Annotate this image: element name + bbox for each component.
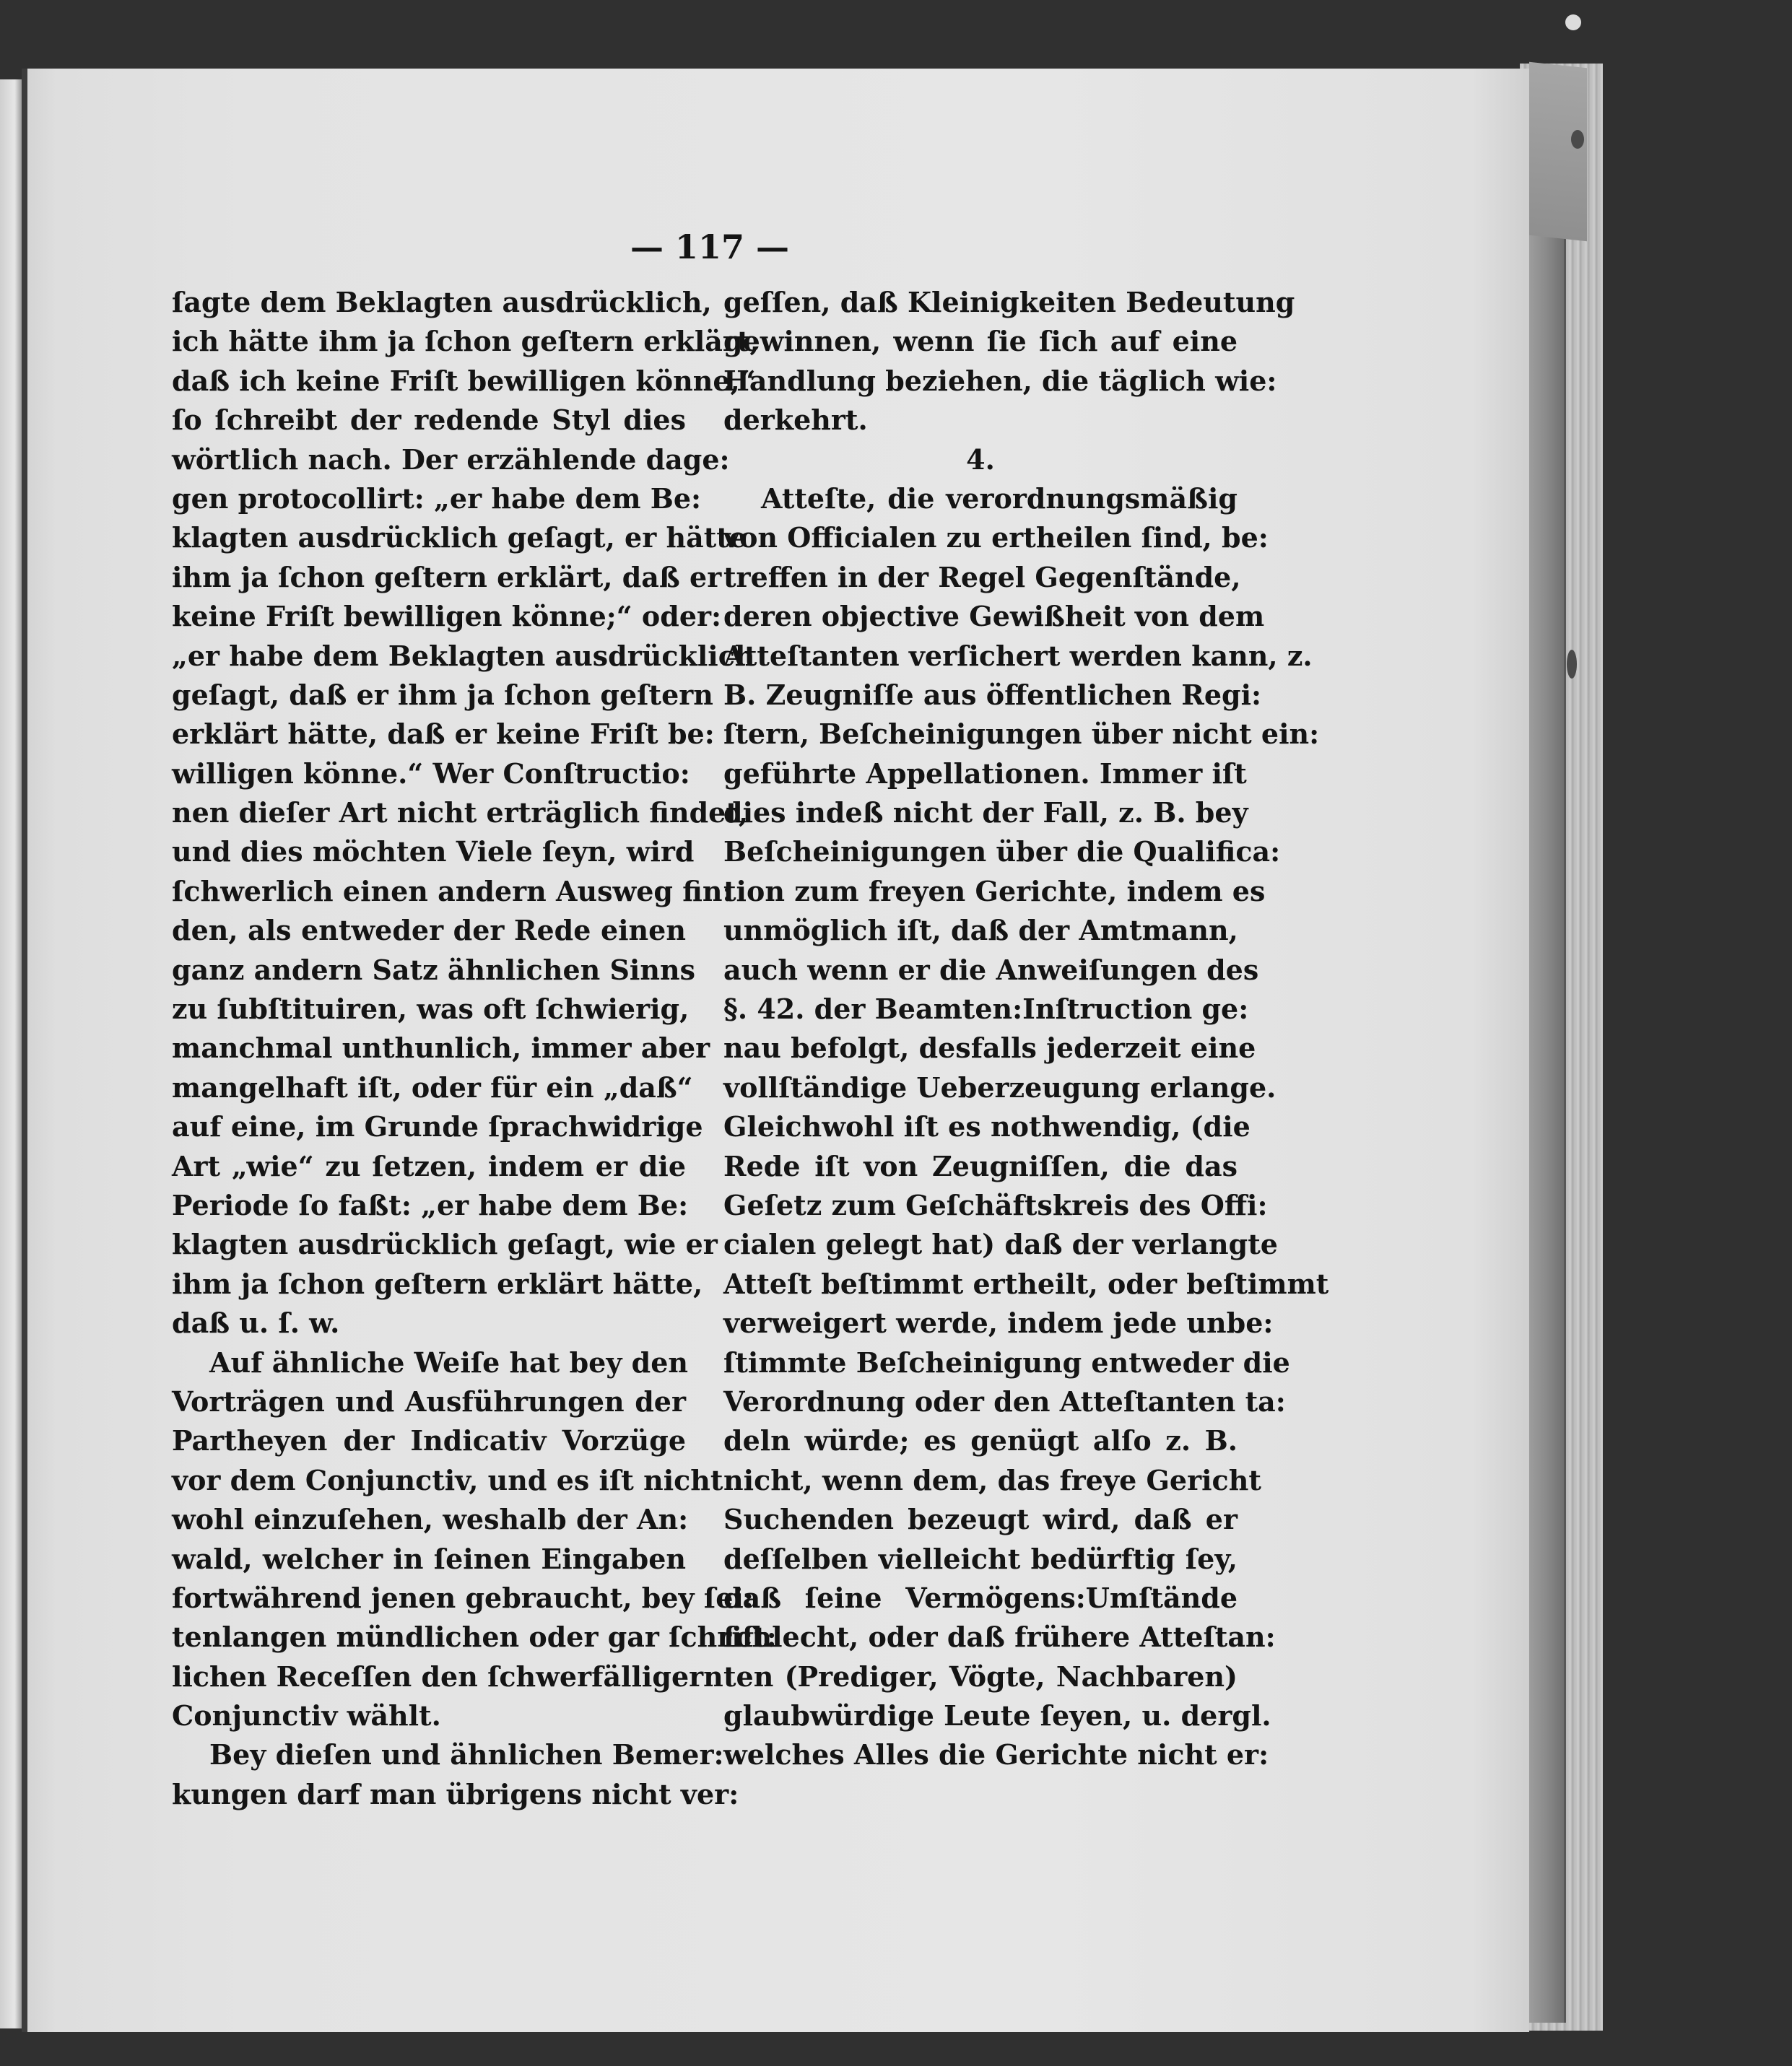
text-line: glaubwürdige Leute ſeyen, u. dergl.	[723, 1699, 1271, 1732]
text-line: gewinnen, wenn ſie ſich auf eine	[723, 325, 1238, 358]
text-line: deren objective Gewißheit von dem	[723, 600, 1265, 633]
text-line: nen dieſer Art nicht erträglich findet,	[172, 796, 749, 829]
text-line: Gleichwohl iſt es nothwendig, (die	[723, 1110, 1251, 1143]
text-line: geſagt, daß er ihm ja ſchon geſtern	[172, 678, 713, 711]
text-line: willigen könne.“ Wer Conſtructio:	[172, 757, 690, 790]
text-line: ſchwerlich einen andern Ausweg fin:	[172, 874, 733, 907]
text-line: ganz andern Satz ähnlichen Sinns	[172, 953, 696, 986]
text-line: Geſetz zum Geſchäftskreis des Offi:	[723, 1188, 1268, 1221]
text-line: §. 42. der Beamten:Inſtruction ge:	[723, 993, 1249, 1026]
text-line: Periode ſo faßt: „er habe dem Be:	[172, 1188, 689, 1221]
text-line: kungen darf man übrigens nicht ver:	[172, 1777, 739, 1810]
section-number: 4.	[966, 443, 995, 476]
left-page-edge	[0, 79, 25, 2028]
text-line: Conjunctiv wählt.	[172, 1699, 441, 1732]
text-line: Beſcheinigungen über die Qualifica:	[723, 835, 1281, 868]
text-line: „er habe dem Beklagten ausdrücklich	[172, 639, 755, 672]
text-line: klagten ausdrücklich geſagt, er hätte	[172, 521, 747, 554]
book-cover-edge	[1529, 66, 1566, 2023]
text-line: ſchlecht, oder daß frühere Atteſtan:	[723, 1621, 1276, 1654]
text-line: mangelhaft iſt, oder für ein „daß“	[172, 1071, 693, 1104]
text-line: vollſtändige Ueberzeugung erlange.	[723, 1071, 1276, 1104]
text-line: deln würde; es genügt alſo z. B.	[723, 1424, 1238, 1457]
text-line: welches Alles die Gerichte nicht er:	[723, 1738, 1269, 1771]
text-line: geführte Appellationen. Immer iſt	[723, 757, 1247, 790]
text-line: auf eine, im Grunde ſprachwidrige	[172, 1110, 703, 1143]
text-line: von Officialen zu ertheilen ſind, be:	[723, 521, 1269, 554]
text-line: auch wenn er die Anweiſungen des	[723, 953, 1259, 986]
text-line: daß u. ſ. w.	[172, 1307, 340, 1340]
text-line: geſſen, daß Kleinigkeiten Bedeutung	[723, 286, 1295, 318]
text-line: Suchenden bezeugt wird, daß er	[723, 1503, 1238, 1536]
text-line: verweigert werde, indem jede unbe:	[723, 1307, 1274, 1340]
text-line: erklärt hätte, daß er keine Friſt be:	[172, 718, 715, 751]
text-line: ich hätte ihm ja ſchon geſtern erklärt,	[172, 325, 760, 358]
text-line: den, als entweder der Rede einen	[172, 914, 686, 947]
cover-wear-mark	[1567, 650, 1577, 679]
text-line: und dies möchten Viele ſeyn, wird	[172, 835, 695, 868]
text-line: daß ſeine Vermögens:Umſtände	[723, 1581, 1238, 1614]
cover-wear-mark	[1565, 14, 1581, 30]
text-line: Rede iſt von Zeugniſſen, die das	[723, 1149, 1238, 1182]
text-line: gen protocollirt: „er habe dem Be:	[172, 481, 702, 515]
text-line: tenlangen mündlichen oder gar ſchrift:	[172, 1621, 777, 1654]
text-line: Vorträgen und Ausführungen der	[172, 1385, 686, 1418]
left-text-column	[172, 283, 777, 1814]
text-line: tion zum freyen Gerichte, indem es	[723, 874, 1266, 907]
right-text-column	[723, 283, 1329, 1775]
text-line: zu ſubſtituiren, was oft ſchwierig,	[172, 993, 690, 1026]
text-line: B. Zeugniſſe aus öffentlichen Regi:	[723, 678, 1262, 711]
text-line: treffen in der Regel Gegenſtände,	[723, 560, 1241, 593]
text-line: Atteſt beſtimmt ertheilt, oder beſtimmt	[723, 1267, 1329, 1300]
page-number-header: — 117 —	[630, 227, 790, 266]
book-cover-corner	[1529, 62, 1587, 241]
text-line: ihm ja ſchon geſtern erklärt, daß er	[172, 560, 722, 593]
text-line: ſtern, Beſcheinigungen über nicht ein:	[723, 718, 1320, 751]
text-line: ihm ja ſchon geſtern erklärt hätte,	[172, 1267, 703, 1300]
text-line: Art „wie“ zu ſetzen, indem er die	[172, 1149, 686, 1182]
text-line: Handlung beziehen, die täglich wie:	[723, 364, 1277, 397]
text-line: fortwährend jenen gebraucht, bey ſei:	[172, 1581, 754, 1614]
cover-wear-mark	[1571, 130, 1584, 149]
text-line: daß ich keine Friſt bewilligen könne,“	[172, 364, 756, 397]
text-line: lichen Receſſen den ſchwerfälligern	[172, 1660, 723, 1693]
text-line: nau befolgt, desfalls jederzeit eine	[723, 1032, 1256, 1065]
text-line: nicht, wenn dem, das freye Gericht	[723, 1463, 1261, 1496]
text-line: Partheyen der Indicativ Vorzüge	[172, 1424, 686, 1457]
text-line: ſtimmte Beſcheinigung entweder die	[723, 1346, 1290, 1379]
text-line: unmöglich iſt, daß der Amtmann,	[723, 914, 1238, 947]
text-line: ſo ſchreibt der redende Styl dies	[172, 404, 686, 437]
text-line: cialen gelegt hat) daß der verlangte	[723, 1228, 1278, 1261]
text-line: wörtlich nach. Der erzählende dage:	[172, 443, 730, 476]
text-line: dies indeß nicht der Fall, z. B. bey	[723, 796, 1248, 829]
text-line: wohl einzuſehen, weshalb der An:	[172, 1503, 689, 1536]
text-line: vor dem Conjunctiv, und es iſt nicht	[172, 1463, 723, 1496]
text-line: deſſelben vielleicht bedürftig ſey,	[723, 1542, 1238, 1575]
text-line: Atteſtanten verſichert werden kann, z.	[723, 639, 1313, 672]
text-line: Bey dieſen und ähnlichen Bemer:	[209, 1738, 724, 1771]
text-line: Verordnung oder den Atteſtanten ta:	[723, 1385, 1286, 1418]
text-line: ſagte dem Beklagten ausdrücklich,	[172, 286, 712, 318]
text-line: wald, welcher in ſeinen Eingaben	[172, 1542, 686, 1575]
text-line: ten (Prediger, Vögte, Nachbaren)	[723, 1660, 1238, 1693]
text-line: keine Friſt bewilligen könne;“ oder:	[172, 600, 722, 633]
text-line: klagten ausdrücklich geſagt, wie er	[172, 1228, 718, 1261]
text-line: derkehrt.	[723, 404, 868, 437]
text-line: Atteſte, die verordnungsmäßig	[761, 481, 1238, 515]
text-line: Auf ähnliche Weiſe hat bey den	[209, 1346, 689, 1379]
text-line: manchmal unthunlich, immer aber	[172, 1032, 710, 1065]
